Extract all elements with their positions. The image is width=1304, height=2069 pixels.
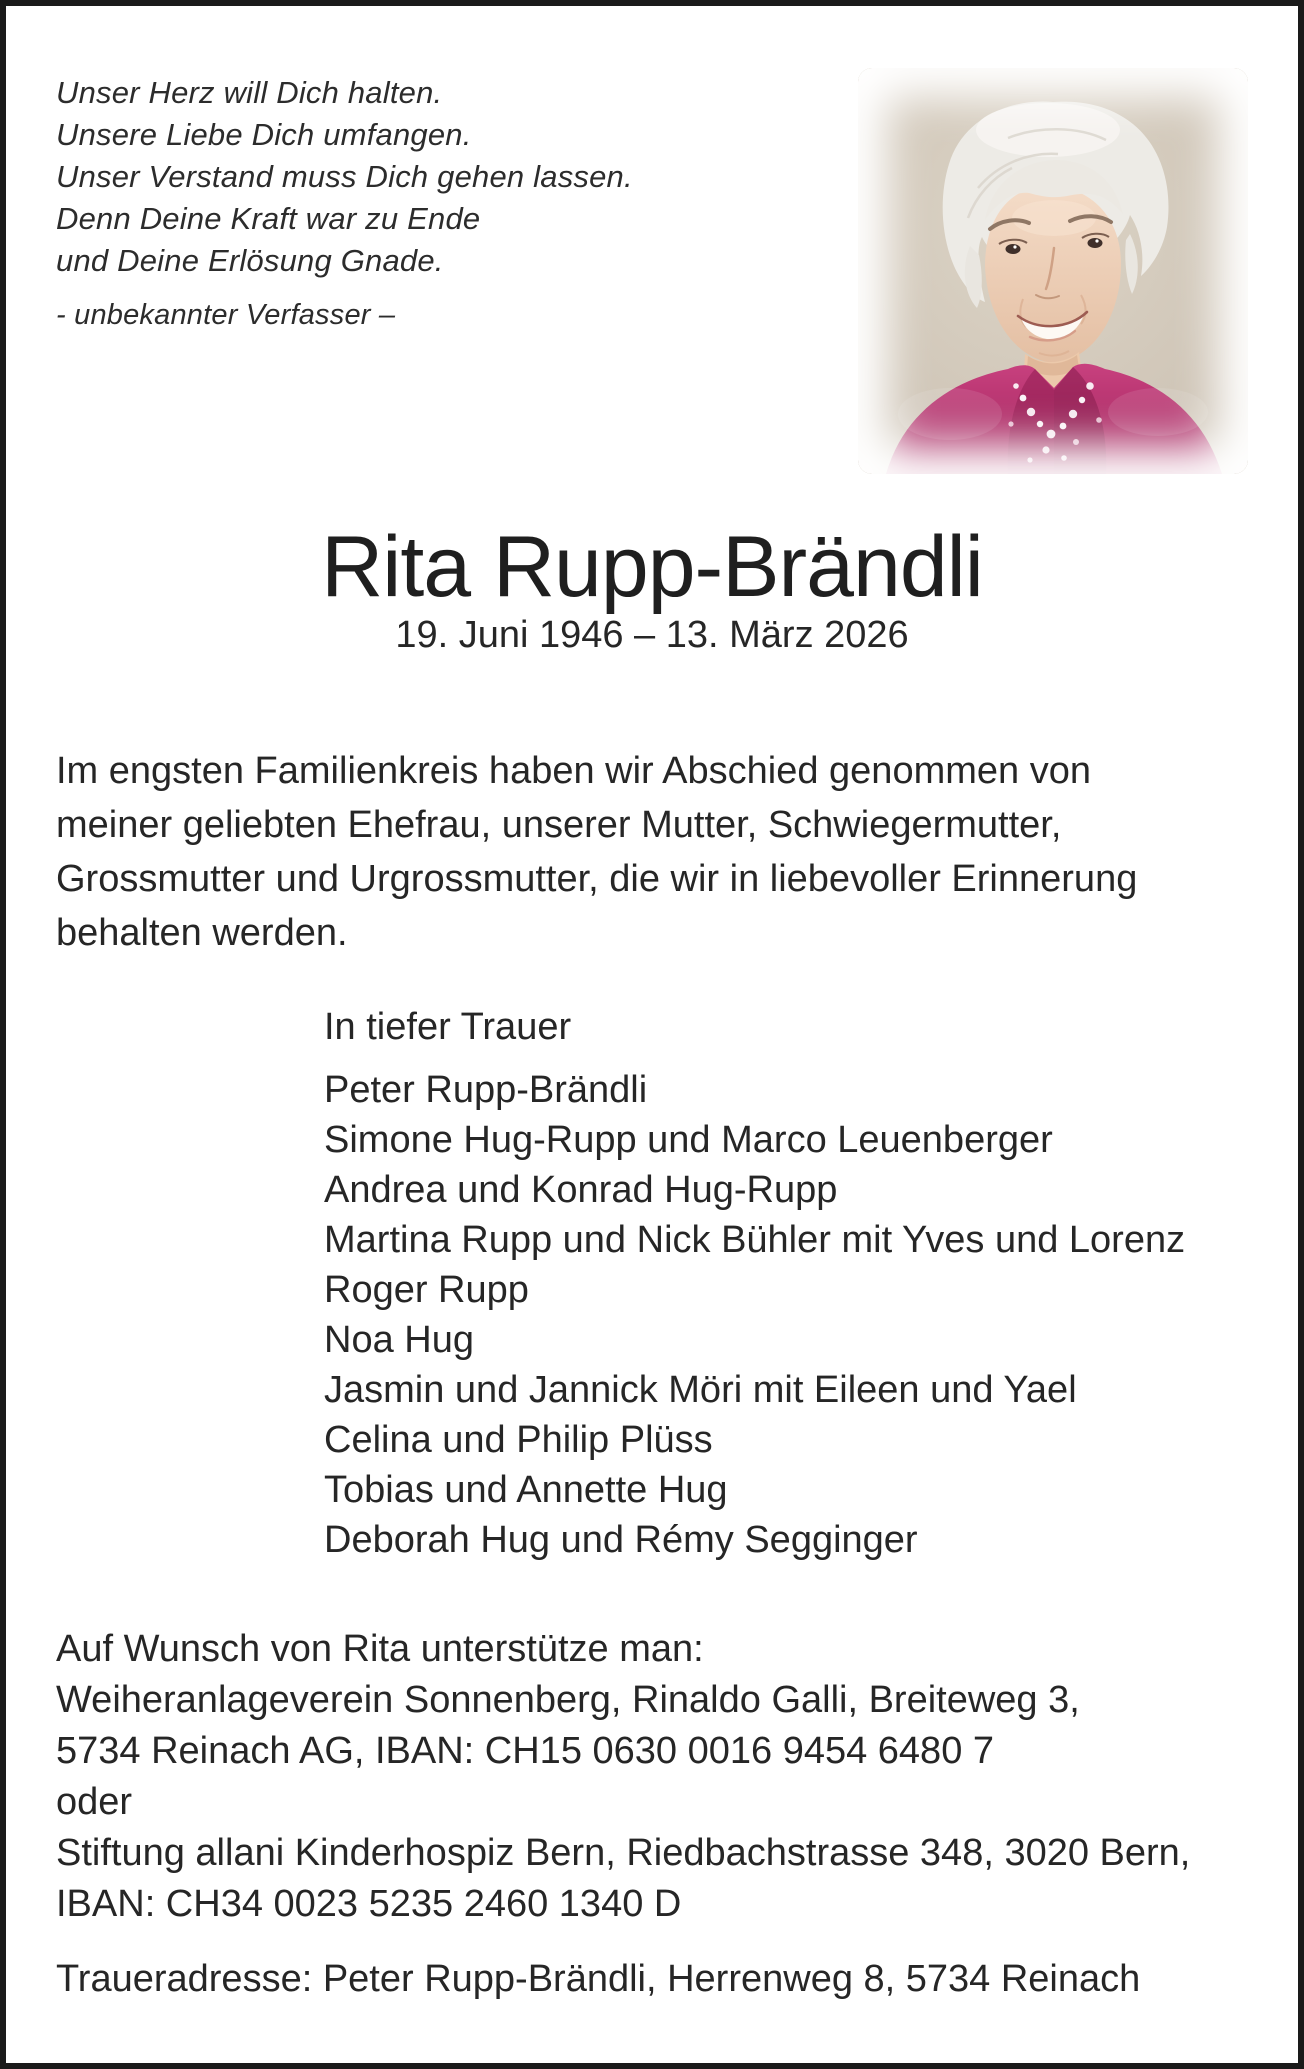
donation-line: Weiheranlageverein Sonnenberg, Rinaldo Galli, Breiteweg 3, — [56, 1679, 1080, 1721]
poem-attribution: - unbekannter Verfasser – — [56, 299, 396, 331]
mourner-name: Deborah Hug und Rémy Segginger — [324, 1519, 918, 1561]
mourners-list — [324, 1065, 1185, 1565]
mourner-name: Celina und Philip Plüss — [324, 1419, 713, 1461]
announcement-line: Grossmutter und Urgrossmutter, die wir in liebevoller Erinnerung — [56, 858, 1138, 900]
mourner-name: Martina Rupp und Nick Bühler mit Yves und Lorenz — [324, 1219, 1186, 1261]
mourner-name: Simone Hug-Rupp und Marco Leuenberger — [324, 1119, 1053, 1161]
announcement-paragraph — [56, 744, 1137, 960]
mourner-name: Andrea und Konrad Hug-Rupp — [324, 1169, 838, 1211]
poem — [56, 72, 633, 336]
mourner-name: Peter Rupp-Brändli — [324, 1069, 648, 1111]
poem-line: Unser Herz will Dich halten. — [56, 75, 443, 110]
mourning-header: In tiefer Trauer — [324, 1006, 572, 1048]
donation-line: IBAN: CH34 0023 5235 2460 1340 D — [56, 1883, 682, 1925]
portrait-photo — [858, 68, 1248, 474]
deceased-name: Rita Rupp-Brändli — [321, 519, 983, 615]
poem-line: und Deine Erlösung Gnade. — [56, 243, 444, 278]
portrait-illustration — [858, 68, 1248, 474]
mourner-name: Roger Rupp — [324, 1269, 529, 1311]
mourner-name: Tobias und Annette Hug — [324, 1469, 728, 1511]
donation-info — [56, 1624, 1190, 1930]
life-dates: 19. Juni 1946 – 13. März 2026 — [395, 614, 909, 656]
announcement-line: meiner geliebten Ehefrau, unserer Mutter, Schwiegermutter, — [56, 804, 1062, 846]
poem-line: Unser Verstand muss Dich gehen lassen. — [56, 159, 633, 194]
mourner-name: Jasmin und Jannick Möri mit Eileen und Yael — [324, 1369, 1077, 1411]
donation-line: 5734 Reinach AG, IBAN: CH15 0630 0016 9454 6480 7 — [56, 1730, 995, 1772]
poem-line: Denn Deine Kraft war zu Ende — [56, 201, 481, 236]
announcement-line: Im engsten Familienkreis haben wir Abschied genommen von — [56, 750, 1091, 792]
donation-line: Stiftung allani Kinderhospiz Bern, Riedbachstrasse 348, 3020 Bern, — [56, 1832, 1191, 1874]
donation-line: Auf Wunsch von Rita unterstütze man: — [56, 1628, 704, 1670]
announcement-line: behalten werden. — [56, 912, 348, 954]
funeral-address: Traueradresse: Peter Rupp-Brändli, Herrenweg 8, 5734 Reinach — [56, 1958, 1141, 2000]
mourner-name: Noa Hug — [324, 1319, 474, 1361]
poem-line: Unsere Liebe Dich umfangen. — [56, 117, 472, 152]
donation-line: oder — [56, 1781, 133, 1823]
